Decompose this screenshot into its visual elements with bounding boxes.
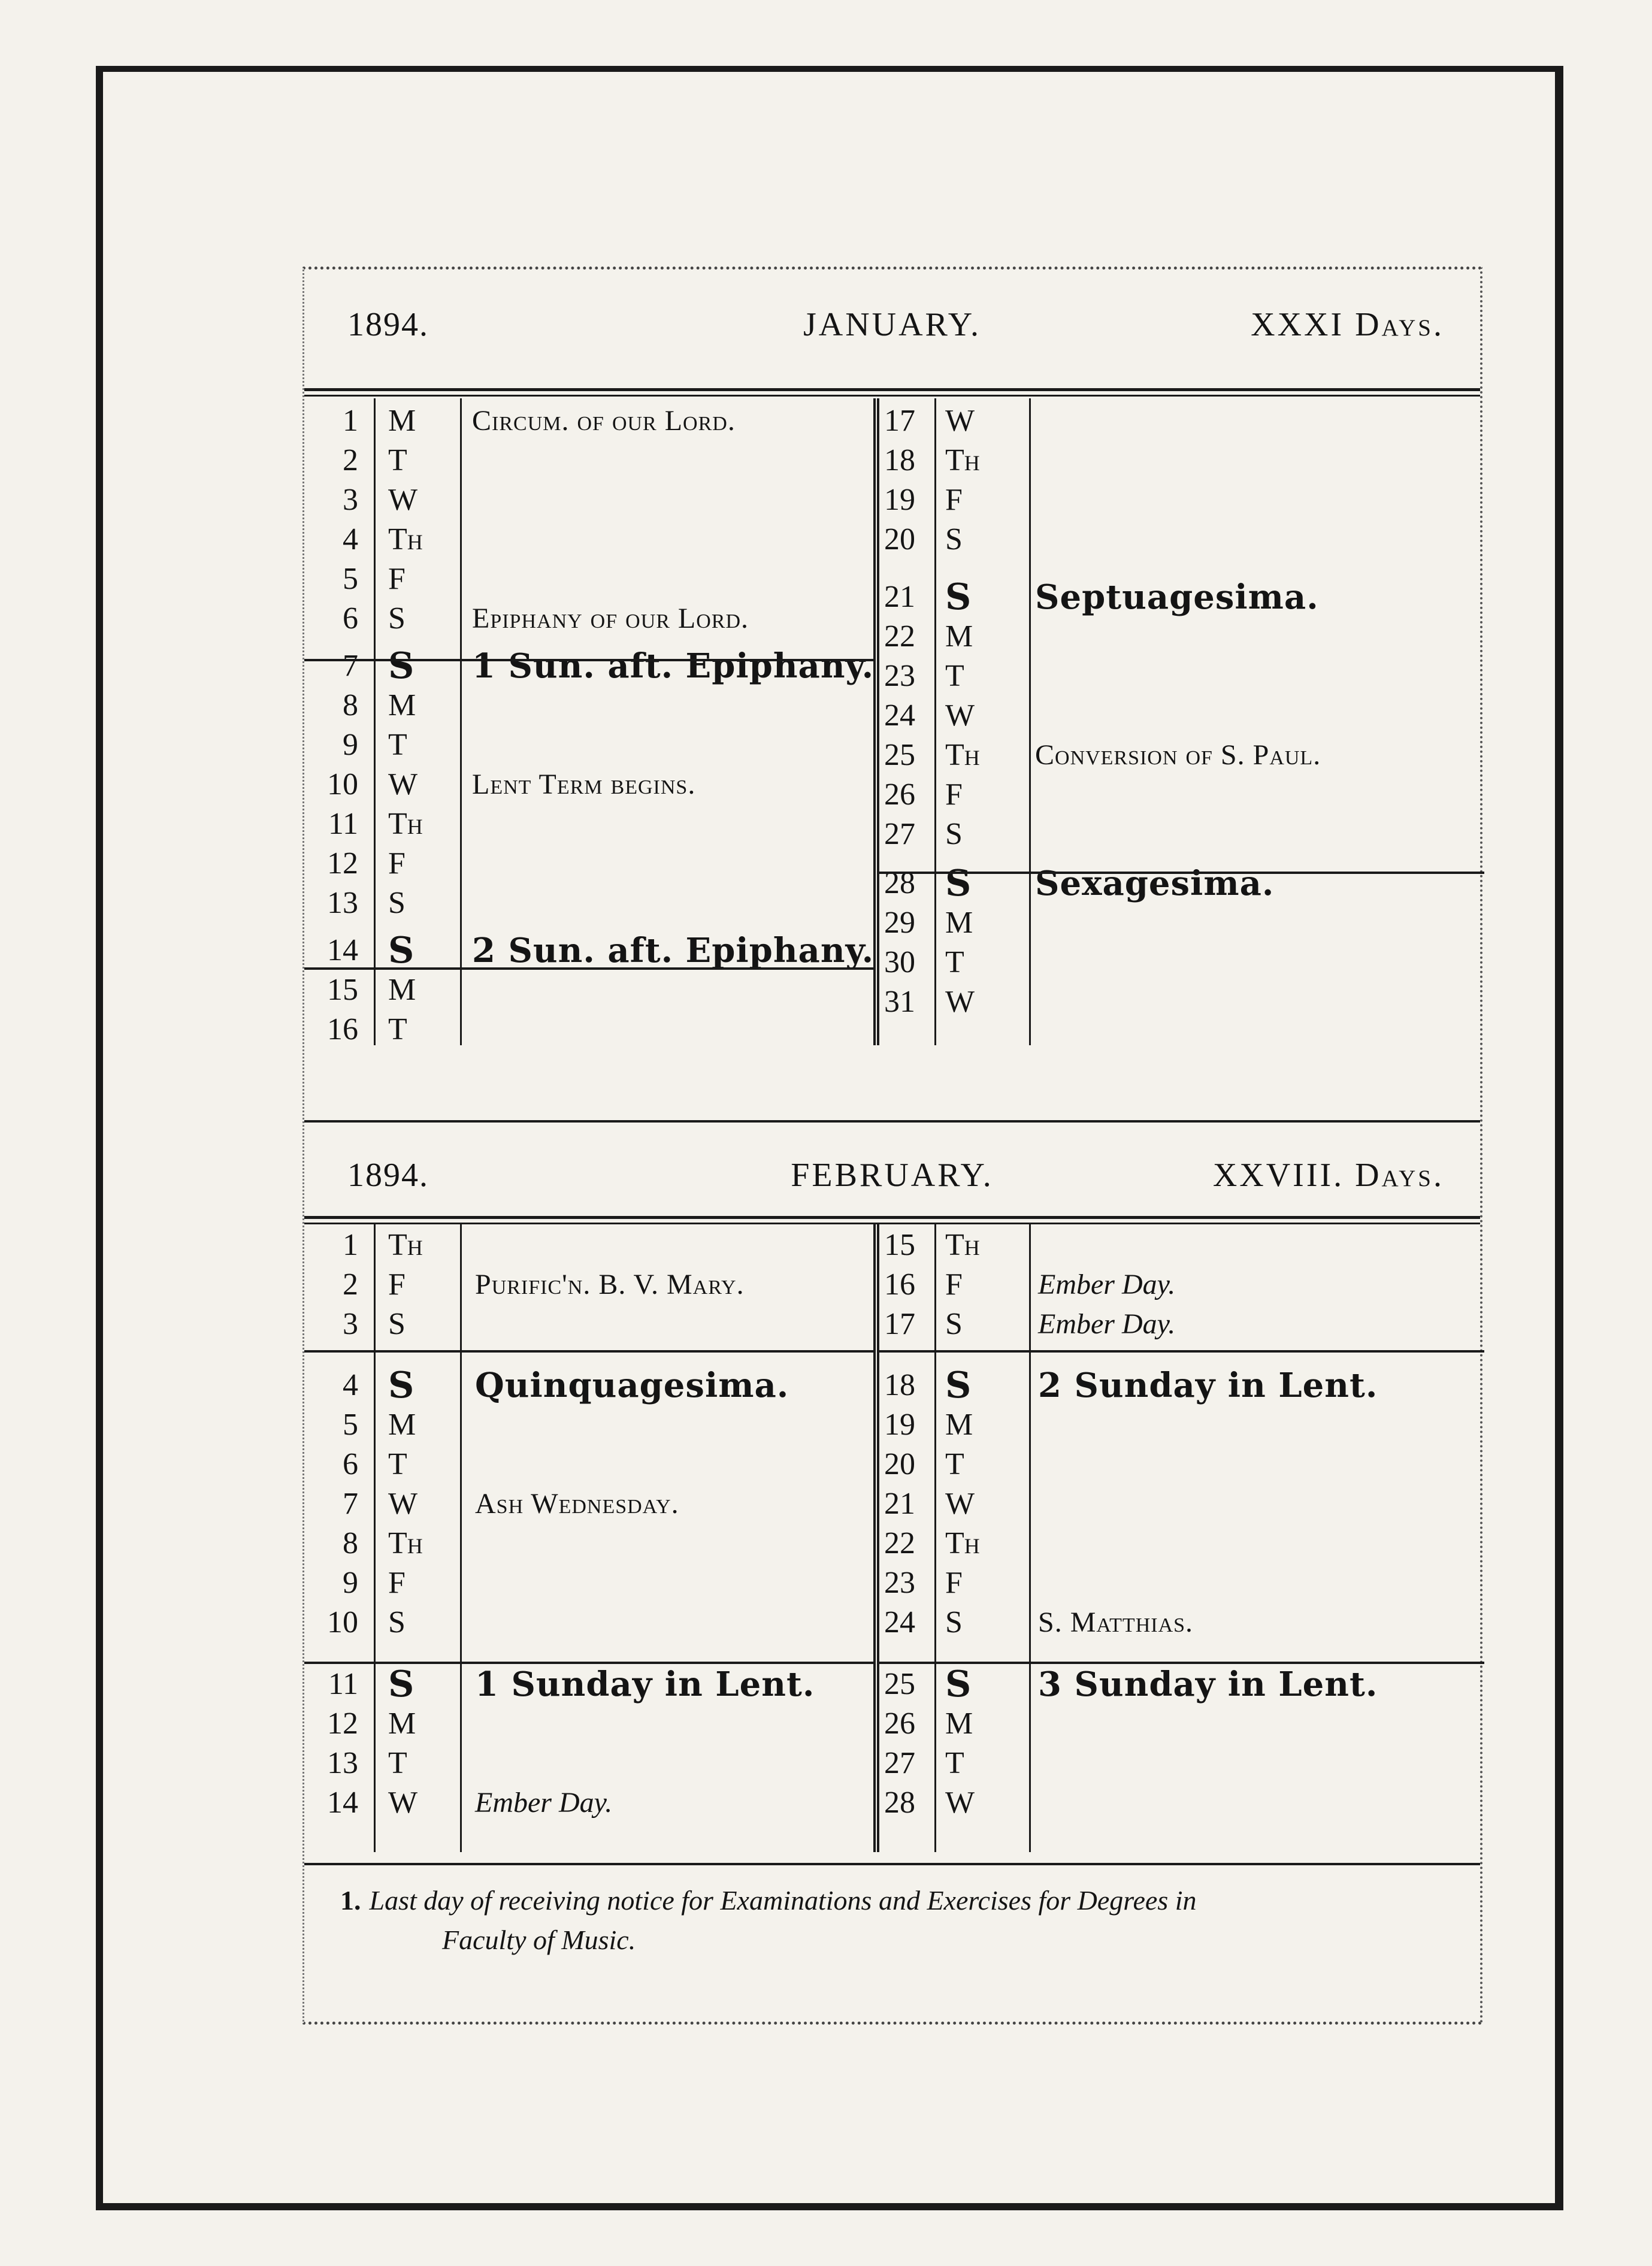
february-weekday-24: S bbox=[945, 1605, 963, 1639]
january-weekday-8: M bbox=[388, 688, 416, 722]
january-header bbox=[304, 270, 1480, 383]
february-column-line-1 bbox=[460, 1223, 462, 1852]
february-event-7: Ash Wednesday. bbox=[475, 1488, 679, 1520]
january-weekday-5: F bbox=[388, 562, 406, 596]
footnote-top-rule bbox=[304, 1863, 1480, 1865]
footnote bbox=[340, 1881, 1454, 1960]
january-weekday-7: S bbox=[388, 645, 415, 687]
january-week-rule-2 bbox=[879, 872, 1484, 874]
footnote-line1: Last day of receiving notice for Examinations and Exercises for Degrees in bbox=[369, 1885, 1197, 1916]
february-date-6: 6 bbox=[343, 1447, 358, 1481]
february-event-18: 2 Sunday in Lent. bbox=[1038, 1366, 1378, 1405]
february-column-line-0 bbox=[374, 1223, 376, 1852]
january-weekday-19: F bbox=[945, 483, 963, 517]
february-date-23: 23 bbox=[884, 1566, 915, 1600]
february-days-count: XXVIII. Days. bbox=[1212, 1157, 1444, 1194]
february-date-9: 9 bbox=[343, 1566, 358, 1600]
january-event-14: 2 Sun. aft. Epiphany. bbox=[472, 931, 875, 970]
january-date-28: 28 bbox=[884, 866, 915, 900]
january-event-21: Septuagesima. bbox=[1035, 577, 1319, 617]
february-date-2: 2 bbox=[343, 1267, 358, 1302]
february-date-18: 18 bbox=[884, 1368, 915, 1402]
january-weekday-13: S bbox=[388, 886, 406, 920]
february-weekday-26: M bbox=[945, 1707, 973, 1741]
january-center-divider-0 bbox=[873, 398, 879, 1045]
january-date-10: 10 bbox=[327, 767, 358, 801]
february-weekday-11: S bbox=[388, 1663, 415, 1705]
january-weekday-15: M bbox=[388, 973, 416, 1007]
february-date-5: 5 bbox=[343, 1408, 358, 1442]
january-top-rule bbox=[304, 388, 1480, 397]
february-date-14: 14 bbox=[327, 1786, 358, 1820]
january-weekday-24: W bbox=[945, 698, 975, 733]
january-weekday-9: T bbox=[388, 728, 407, 762]
january-date-26: 26 bbox=[884, 777, 915, 812]
february-column-line-2 bbox=[934, 1223, 936, 1852]
february-date-22: 22 bbox=[884, 1526, 915, 1560]
january-date-12: 12 bbox=[327, 846, 358, 881]
january-weekday-12: F bbox=[388, 846, 406, 881]
january-date-20: 20 bbox=[884, 522, 915, 556]
january-date-29: 29 bbox=[884, 906, 915, 940]
february-date-26: 26 bbox=[884, 1707, 915, 1741]
february-weekday-15: Th bbox=[945, 1228, 980, 1262]
january-date-15: 15 bbox=[327, 973, 358, 1007]
february-weekday-23: F bbox=[945, 1566, 963, 1600]
february-weekday-7: W bbox=[388, 1487, 418, 1521]
february-weekday-22: Th bbox=[945, 1526, 980, 1560]
january-weekday-2: T bbox=[388, 443, 407, 477]
february-event-4: Quinquagesima. bbox=[475, 1366, 789, 1405]
january-column-line-3 bbox=[1029, 398, 1031, 1045]
january-weekday-25: Th bbox=[945, 738, 980, 772]
january-date-17: 17 bbox=[884, 404, 915, 438]
january-weekday-26: F bbox=[945, 777, 963, 812]
january-event-1: Circum. of our Lord. bbox=[472, 405, 736, 437]
february-date-27: 27 bbox=[884, 1746, 915, 1780]
january-weekday-20: S bbox=[945, 522, 963, 556]
january-column-line-1 bbox=[460, 398, 462, 1045]
february-weekday-12: M bbox=[388, 1707, 416, 1741]
february-year: 1894. bbox=[347, 1157, 429, 1194]
january-days-count: XXXI Days. bbox=[1251, 306, 1444, 343]
february-date-1: 1 bbox=[343, 1228, 358, 1262]
february-weekday-6: T bbox=[388, 1447, 407, 1481]
january-weekday-22: M bbox=[945, 619, 973, 654]
february-weekday-16: F bbox=[945, 1267, 963, 1302]
footnote-number: 1. bbox=[340, 1885, 361, 1916]
january-date-31: 31 bbox=[884, 985, 915, 1019]
february-event-16: Ember Day. bbox=[1038, 1269, 1176, 1300]
february-column-line-3 bbox=[1029, 1223, 1031, 1852]
january-weekday-6: S bbox=[388, 601, 406, 636]
january-weekday-3: W bbox=[388, 483, 418, 517]
january-date-4: 4 bbox=[343, 522, 358, 556]
january-weekday-31: W bbox=[945, 985, 975, 1019]
january-event-6: Epiphany of our Lord. bbox=[472, 603, 749, 634]
february-date-8: 8 bbox=[343, 1526, 358, 1560]
february-weekday-28: W bbox=[945, 1786, 975, 1820]
february-weekday-17: S bbox=[945, 1307, 963, 1341]
february-date-12: 12 bbox=[327, 1707, 358, 1741]
february-date-4: 4 bbox=[343, 1368, 358, 1402]
january-column-line-0 bbox=[374, 398, 376, 1045]
february-weekday-20: T bbox=[945, 1447, 964, 1481]
february-weekday-4: S bbox=[388, 1365, 415, 1406]
february-event-24: S. Matthias. bbox=[1038, 1607, 1194, 1638]
january-date-25: 25 bbox=[884, 738, 915, 772]
february-weekday-1: Th bbox=[388, 1228, 423, 1262]
february-weekday-3: S bbox=[388, 1307, 406, 1341]
january-date-7: 7 bbox=[343, 649, 358, 683]
january-week-rule-0 bbox=[304, 659, 873, 661]
february-date-19: 19 bbox=[884, 1408, 915, 1442]
january-event-7: 1 Sun. aft. Epiphany. bbox=[472, 646, 875, 686]
february-weekday-14: W bbox=[388, 1786, 418, 1820]
february-week-rule-2 bbox=[879, 1350, 1484, 1353]
january-date-6: 6 bbox=[343, 601, 358, 636]
january-event-28: Sexagesima. bbox=[1035, 864, 1275, 903]
february-date-20: 20 bbox=[884, 1447, 915, 1481]
february-weekday-18: S bbox=[945, 1365, 972, 1406]
february-section bbox=[304, 1120, 1480, 1869]
february-weekday-2: F bbox=[388, 1267, 406, 1302]
january-weekday-1: M bbox=[388, 404, 416, 438]
january-date-21: 21 bbox=[884, 580, 915, 614]
february-date-28: 28 bbox=[884, 1786, 915, 1820]
footnote-line2: Faculty of Music. bbox=[442, 1925, 636, 1955]
february-header-rule bbox=[304, 1216, 1480, 1224]
february-event-11: 1 Sunday in Lent. bbox=[475, 1665, 815, 1704]
january-title: JANUARY. bbox=[803, 306, 982, 343]
february-event-14: Ember Day. bbox=[475, 1787, 613, 1819]
february-date-3: 3 bbox=[343, 1307, 358, 1341]
february-date-24: 24 bbox=[884, 1605, 915, 1639]
january-section bbox=[304, 270, 1480, 1120]
january-weekday-18: Th bbox=[945, 443, 980, 477]
january-year: 1894. bbox=[347, 306, 429, 343]
january-weekday-16: T bbox=[388, 1012, 407, 1046]
january-date-9: 9 bbox=[343, 728, 358, 762]
february-weekday-13: T bbox=[388, 1746, 407, 1780]
february-date-21: 21 bbox=[884, 1487, 915, 1521]
february-center-divider-0 bbox=[873, 1223, 879, 1852]
february-date-13: 13 bbox=[327, 1746, 358, 1780]
january-event-10: Lent Term begins. bbox=[472, 769, 696, 800]
january-date-3: 3 bbox=[343, 483, 358, 517]
february-event-2: Purific'n. B. V. Mary. bbox=[475, 1269, 745, 1300]
february-date-15: 15 bbox=[884, 1228, 915, 1262]
february-date-25: 25 bbox=[884, 1667, 915, 1701]
february-date-16: 16 bbox=[884, 1267, 915, 1302]
january-weekday-23: T bbox=[945, 659, 964, 693]
february-event-25: 3 Sunday in Lent. bbox=[1038, 1665, 1378, 1704]
january-date-2: 2 bbox=[343, 443, 358, 477]
january-date-23: 23 bbox=[884, 659, 915, 693]
february-weekday-10: S bbox=[388, 1605, 406, 1639]
january-event-25: Conversion of S. Paul. bbox=[1035, 739, 1321, 771]
february-date-11: 11 bbox=[328, 1667, 358, 1701]
january-weekday-4: Th bbox=[388, 522, 423, 556]
january-date-30: 30 bbox=[884, 945, 915, 979]
january-date-13: 13 bbox=[327, 886, 358, 920]
january-date-16: 16 bbox=[327, 1012, 358, 1046]
january-weekday-29: M bbox=[945, 906, 973, 940]
january-date-1: 1 bbox=[343, 404, 358, 438]
february-date-10: 10 bbox=[327, 1605, 358, 1639]
february-date-17: 17 bbox=[884, 1307, 915, 1341]
january-weekday-11: Th bbox=[388, 807, 423, 841]
january-date-8: 8 bbox=[343, 688, 358, 722]
february-weekday-8: Th bbox=[388, 1526, 423, 1560]
january-date-18: 18 bbox=[884, 443, 915, 477]
january-weekday-28: S bbox=[945, 863, 972, 904]
january-date-27: 27 bbox=[884, 817, 915, 851]
january-weekday-27: S bbox=[945, 817, 963, 851]
february-title: FEBRUARY. bbox=[791, 1157, 994, 1194]
january-date-19: 19 bbox=[884, 483, 915, 517]
february-week-rule-3 bbox=[879, 1662, 1484, 1664]
february-week-rule-1 bbox=[304, 1662, 873, 1664]
february-week-rule-0 bbox=[304, 1350, 873, 1353]
february-event-17: Ember Day. bbox=[1038, 1308, 1176, 1340]
february-weekday-9: F bbox=[388, 1566, 406, 1600]
january-date-14: 14 bbox=[327, 933, 358, 967]
january-weekday-14: S bbox=[388, 930, 415, 972]
february-weekday-27: T bbox=[945, 1746, 964, 1780]
january-weekday-30: T bbox=[945, 945, 964, 979]
january-weekday-21: S bbox=[945, 576, 972, 618]
january-week-rule-1 bbox=[304, 967, 873, 970]
february-weekday-5: M bbox=[388, 1408, 416, 1442]
february-date-7: 7 bbox=[343, 1487, 358, 1521]
february-weekday-19: M bbox=[945, 1408, 973, 1442]
january-date-24: 24 bbox=[884, 698, 915, 733]
january-date-11: 11 bbox=[328, 807, 358, 841]
january-column-line-2 bbox=[934, 398, 936, 1045]
january-date-22: 22 bbox=[884, 619, 915, 654]
calendar-page bbox=[302, 267, 1482, 2025]
february-weekday-25: S bbox=[945, 1663, 972, 1705]
january-date-5: 5 bbox=[343, 562, 358, 596]
january-weekday-17: W bbox=[945, 404, 975, 438]
january-weekday-10: W bbox=[388, 767, 418, 801]
february-weekday-21: W bbox=[945, 1487, 975, 1521]
